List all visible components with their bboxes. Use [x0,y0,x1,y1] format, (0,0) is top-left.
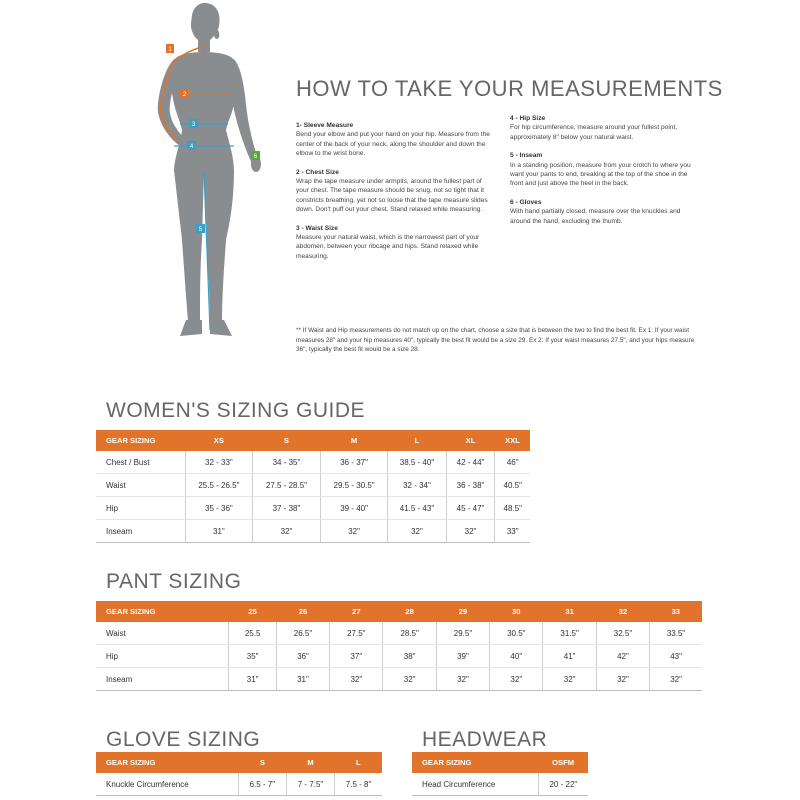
header-cell: 30 [490,601,543,622]
step-text: With hand partially closed, measure over the knuckles and around the hand, excluding the thumb. [510,208,681,225]
pant-sizing-table [96,601,702,691]
table-row [96,497,530,520]
table-cell: 48.5" [495,497,530,520]
headwear-sizing-table [412,752,588,796]
table-cell: 32" [253,520,321,543]
table-row [96,474,530,497]
marker-2-label: 2 [182,92,187,98]
header-cell: XL [446,430,495,451]
marker-1-label: 1 [168,47,172,53]
table-row [96,773,382,796]
header-cell: L [335,752,382,773]
table-cell: 46" [495,451,530,474]
header-cell: S [238,752,286,773]
table-header-row [412,752,588,773]
marker-3-label: 3 [191,122,196,128]
table-cell: 41" [543,645,596,668]
table-row [96,451,530,474]
table-cell: 33.5" [650,622,702,645]
table-cell: 39" [436,645,489,668]
step-text: Bend your elbow and put your hand on your hip. Measure from the center of the back of your neck, along the shoulder and down the elbow to the wrist bone. [296,131,490,158]
step-hip [510,114,702,142]
step-title: 6 - Gloves [510,198,542,206]
header-cell: M [320,430,388,451]
header-cell: 29 [436,601,489,622]
table-row [412,773,588,796]
table-cell: 20 - 22" [538,773,588,796]
table-cell: 38.5 - 40" [388,451,446,474]
table-cell: 32" [650,668,702,691]
table-cell: 42" [596,645,649,668]
table-cell: 40" [490,645,543,668]
table-row [96,520,530,543]
step-gloves [510,198,702,226]
header-cell: S [253,430,321,451]
pant-sizing-title: PANT SIZING [106,570,242,593]
table-cell: 32" [320,520,388,543]
row-label: Hip [96,497,185,520]
step-waist [296,224,496,262]
step-inseam [510,151,702,189]
measurement-figure [130,0,280,360]
table-cell: 30.5" [490,622,543,645]
header-cell: OSFM [538,752,588,773]
marker-4-label: 4 [189,144,194,150]
header-cell: 25 [229,601,276,622]
step-title: 1- Sleeve Measure [296,122,354,129]
table-cell: 32" [446,520,495,543]
header-cell: 31 [543,601,596,622]
row-label: Knuckle Circumference [96,773,238,796]
step-title: 5 - Inseam [510,152,543,160]
header-cell: GEAR SIZING [96,601,229,622]
table-cell: 29.5 - 30.5" [320,474,388,497]
row-label: Waist [96,474,185,497]
header-cell: L [388,430,446,451]
table-cell: 38" [383,645,436,668]
table-cell: 41.5 - 43" [388,497,446,520]
header-cell: GEAR SIZING [96,430,185,451]
table-cell: 37" [330,645,383,668]
step-title: 4 - Hip Size [510,115,546,122]
step-title: 3 - Waist Size [296,224,338,232]
steps-column-left [296,121,496,261]
table-row [96,622,702,645]
table-cell: 31" [229,668,276,691]
table-cell: 35" [229,645,276,668]
steps-column-right [510,114,702,226]
fit-note: ** If Waist and Hip measurements do not match up on the chart, choose a size that is between the two to find the best fit. Ex 1: If your waist measures 28" and your hip measures 40", typically the best fit would be a size 29. Ex 2: If your waist measures 27.5", and your hips measure 36", typically the best fit would be a size 28. [296,327,695,354]
table-cell: 32" [436,668,489,691]
step-text: In a standing position, measure from your crotch to where you want your pants to end, breaking at the top of the shoe in the front and just above the heel in the back. [510,161,691,188]
measurements-title: HOW TO TAKE YOUR MEASUREMENTS [296,76,723,101]
table-cell: 32" [388,520,446,543]
row-label: Chest / Bust [96,451,185,474]
step-chest [296,168,496,215]
glove-sizing-title: GLOVE SIZING [106,728,261,751]
table-cell: 32" [490,668,543,691]
table-cell: 25.5 - 26.5" [185,474,253,497]
table-header-row [96,430,530,451]
header-cell: XXL [495,430,530,451]
table-cell: 32.5" [596,622,649,645]
table-cell: 6.5 - 7" [238,773,286,796]
table-cell: 36" [276,645,329,668]
table-row [96,645,702,668]
table-cell: 36 - 37" [320,451,388,474]
table-cell: 32" [383,668,436,691]
table-cell: 34 - 35" [253,451,321,474]
table-cell: 29.5" [436,622,489,645]
table-cell: 37 - 38" [253,497,321,520]
table-cell: 7 - 7.5" [286,773,334,796]
header-cell: GEAR SIZING [96,752,238,773]
row-label: Inseam [96,668,229,691]
table-cell: 42 - 44" [446,451,495,474]
step-text: Measure your natural waist, which is the narrowest part of your abdomen, between your ribcage and hips. Stand relaxed while measuring. [296,234,480,260]
marker-5-label: 5 [198,227,203,233]
glove-sizing-table [96,752,382,796]
table-cell: 40.5" [495,474,530,497]
table-cell: 7.5 - 8" [335,773,382,796]
step-sleeve [296,121,496,159]
row-label: Waist [96,622,229,645]
table-cell: 33" [495,520,530,543]
table-cell: 31" [276,668,329,691]
table-cell: 25.5 [229,622,276,645]
header-cell: 26 [276,601,329,622]
table-cell: 36 - 38" [446,474,495,497]
step-text: Wrap the tape measure under armpits, around the fullest part of your chest. The tape measure should be snug, not so tight that it constricts breathing, yet not so loose that the tape measure slides down. Don't puff out your chest. Stand relaxed while measuring. [296,178,488,214]
headwear-title: HEADWEAR [422,728,548,751]
table-cell: 27.5 - 28.5" [253,474,321,497]
table-cell: 45 - 47" [446,497,495,520]
table-cell: 28.5" [383,622,436,645]
table-cell: 32" [596,668,649,691]
table-cell: 35 - 36" [185,497,253,520]
table-cell: 31" [185,520,253,543]
womens-sizing-title: WOMEN'S SIZING GUIDE [106,399,366,422]
header-cell: 27 [330,601,383,622]
marker-6-label: 6 [253,154,258,160]
header-cell: 32 [596,601,649,622]
header-cell: GEAR SIZING [412,752,538,773]
table-cell: 43" [650,645,702,668]
womens-sizing-table [96,430,530,543]
header-cell: 28 [383,601,436,622]
table-header-row [96,601,702,622]
table-cell: 26.5" [276,622,329,645]
table-header-row [96,752,382,773]
table-cell: 32 - 34" [388,474,446,497]
table-cell: 32 - 33" [185,451,253,474]
table-cell: 39 - 40" [320,497,388,520]
row-label: Hip [96,645,229,668]
step-text: For hip circumference, measure around your fullest point, approximately 8" below your natural waist. [510,124,678,141]
table-cell: 32" [543,668,596,691]
header-cell: XS [185,430,253,451]
row-label: Inseam [96,520,185,543]
row-label: Head Circumference [412,773,538,796]
header-cell: M [286,752,334,773]
step-title: 2 - Chest Size [296,168,339,176]
header-cell: 33 [650,601,702,622]
table-cell: 32" [330,668,383,691]
table-cell: 27.5" [330,622,383,645]
table-row [96,668,702,691]
table-cell: 31.5" [543,622,596,645]
